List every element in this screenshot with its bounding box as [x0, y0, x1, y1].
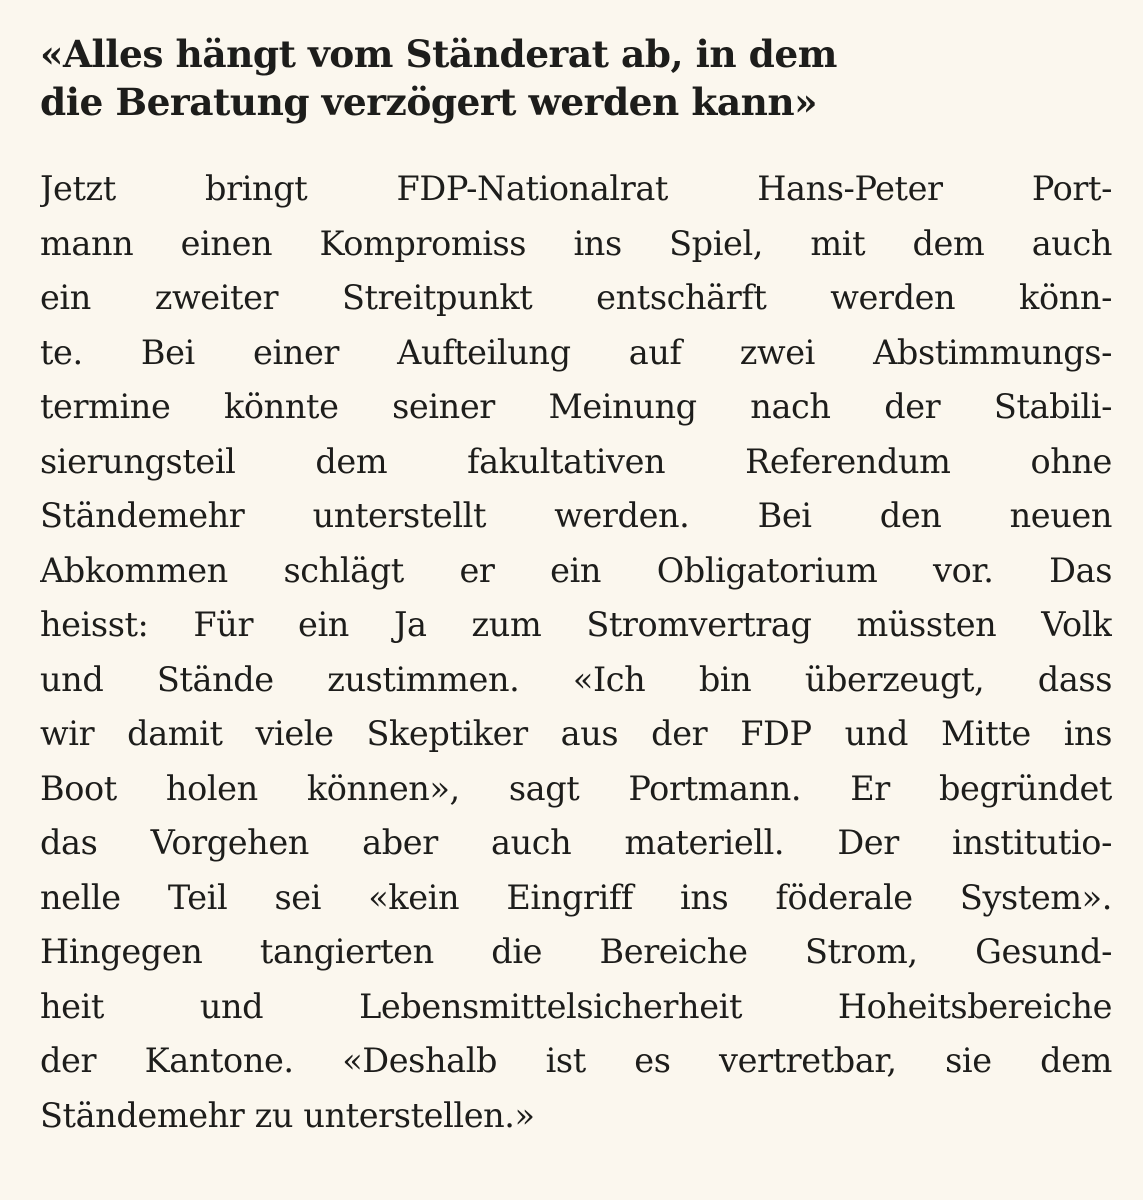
article-headline [40, 30, 1120, 126]
headline-line: «Alles hängt vom Ständerat ab, in dem [40, 32, 837, 76]
body-line: das Vorgehen aber auch materiell. Der institutio- [40, 823, 1112, 862]
body-line: und Stände zustimmen. «Ich bin überzeugt, dass [40, 659, 1112, 699]
body-line: sierungsteil dem fakultativen Referendum ohne [40, 441, 1112, 481]
body-line: Ständemehr unterstellt werden. Bei den neuen [40, 496, 1112, 535]
body-line: der Kantone. «Deshalb ist es vertretbar, sie dem [40, 1041, 1112, 1080]
body-line: heit und Lebensmittelsicherheit Hoheitsbereiche [40, 986, 1112, 1026]
body-line: Hingegen tangierten die Bereiche Strom, Gesund- [40, 932, 1112, 971]
body-line: wir damit viele Skeptiker aus der FDP und Mitte ins [40, 714, 1112, 753]
article-body [40, 162, 1112, 1143]
body-line: heisst: Für ein Ja zum Stromvertrag müssten Volk [40, 605, 1112, 644]
body-line: Jetzt bringt FDP-Nationalrat Hans-Peter Port- [40, 169, 1112, 208]
body-line: Abkommen schlägt er ein Obligatorium vor. Das [40, 550, 1112, 590]
headline-line: die Beratung verzögert werden kann» [40, 80, 818, 124]
body-line: te. Bei einer Aufteilung auf zwei Abstimmungs- [40, 332, 1112, 372]
body-line: termine könnte seiner Meinung nach der Stabili- [40, 387, 1112, 426]
body-line: ein zweiter Streitpunkt entschärft werden könn- [40, 278, 1112, 317]
body-line: Boot holen können», sagt Portmann. Er begründet [40, 768, 1112, 808]
body-line: mann einen Kompromiss ins Spiel, mit dem auch [40, 223, 1112, 263]
body-line-last: Ständemehr zu unterstellen.» [40, 1095, 535, 1135]
body-line: nelle Teil sei «kein Eingriff ins föderale System». [40, 877, 1112, 917]
